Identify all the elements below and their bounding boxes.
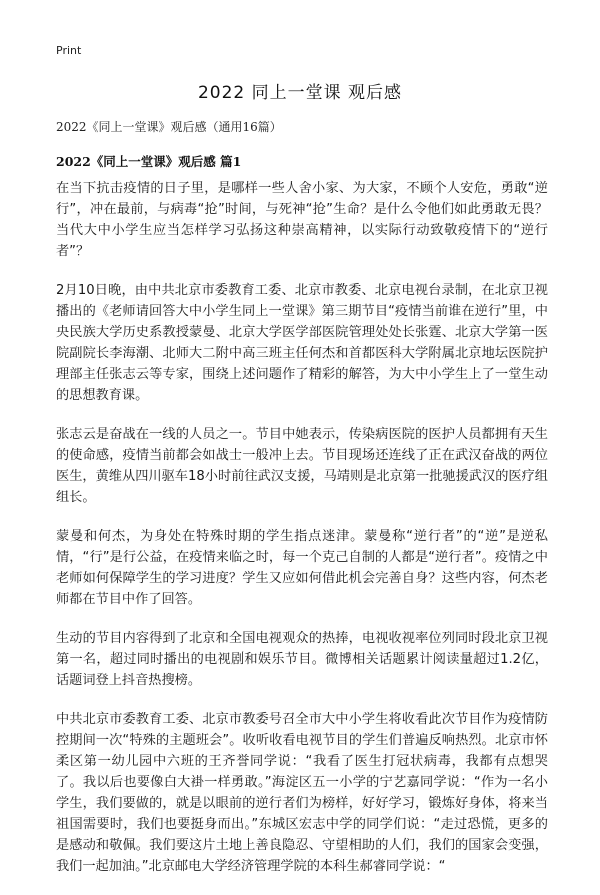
print-label: Print — [56, 44, 82, 57]
paragraph: 在当下抗击疫情的日子里，是哪样一些人舍小家、为大家，不顾个人安危，勇敢“逆行”，冲在最前，与病毒“抢”时间，与死神“抢”生命？是什么令他们如此勇敢无畏？当代大中小学生应当怎样学习弘扬这种崇高精神，以实际行动致敬疫情下的“逆行者”？ — [56, 181, 548, 259]
paragraph: 中共北京市委教育工委、北京市教委号召全市大中小学生将收看此次节目作为疫情防控期间一次“特殊的主题班会”。收听收看电视节目的学生们普遍反响热烈。北京市怀柔区第一幼儿园中六班的王齐誉同学说：“我看了医生打冠状病毒，我都有点想哭了。我以后也要像白大褂一样勇敢。”海淀区五一小学的宁艺嘉同学说：“作为一名小学生，我们要做的，就是以眼前的逆行者们为榜样，好好学习，锻炼好身体，将来当祖国需要时，我们也要挺身而出。”东城区宏志中学的同学们说：“走过恐慌，更多的是感动和敬佩。我们要这片土地上善良隐忍、守望相助的人们，我们的国家会变强，我们一起加油。”北京邮电大学经济管理学院的本科生郝睿同学说：“ — [56, 712, 548, 874]
paragraph: 蒙曼和何杰，为身处在特殊时期的学生指点迷津。蒙曼称“逆行者”的“逆”是逆私情，“行”是行公益，在疫情来临之时，每一个克己自制的人都是“逆行者”。疫情之中老师如何保障学生的学习进度？学生又应如何借此机会完善自身？这些内容，何杰老师都在节目中作了回答。 — [56, 529, 548, 607]
page-title: 2022 同上一堂课 观后感 — [197, 83, 403, 103]
paragraph: 生动的节目内容得到了北京和全国电视观众的热捧，电视收视率位列同时段北京卫视第一名，超过同时播出的电视剧和娱乐节目。微博相关话题累计阅读量超过1.2亿，话题词登上抖音热搜榜。 — [56, 631, 548, 688]
paragraph: 张志云是奋战在一线的人员之一。节目中她表示，传染病医院的医护人员都拥有天生的使命感，疫情当前都会如战士一般冲上去。节目现场还连线了正在武汉奋战的两位医生，黄维从四川驱车18小时前往武汉支援，马靖则是北京第一批驰援武汉的医疗组组长。 — [56, 427, 548, 505]
section-heading: 2022《同上一堂课》观后感 篇1 — [56, 154, 242, 169]
paragraph: 2月10日晚，由中共北京市委教育工委、北京市教委、北京电视台录制，在北京卫视播出的《老师请回答大中小学生同上一堂课》第三期节目“疫情当前谁在逆行”里，中央民族大学历史系教授蒙曼、北京大学医学部医院管理处处长张霆、北京大学第一医院副院长李海潮、北师大二附中高三班主任何杰和首都医科大学附属北京地坛医院护理部主任张志云等专家，围绕上述问题作了精彩的解答，为大中小学生上了一堂生动的思想教育课。 — [56, 283, 548, 403]
document-subtitle: 2022《同上一堂课》观后感（通用16篇） — [56, 120, 282, 134]
article-body — [56, 178, 548, 895]
